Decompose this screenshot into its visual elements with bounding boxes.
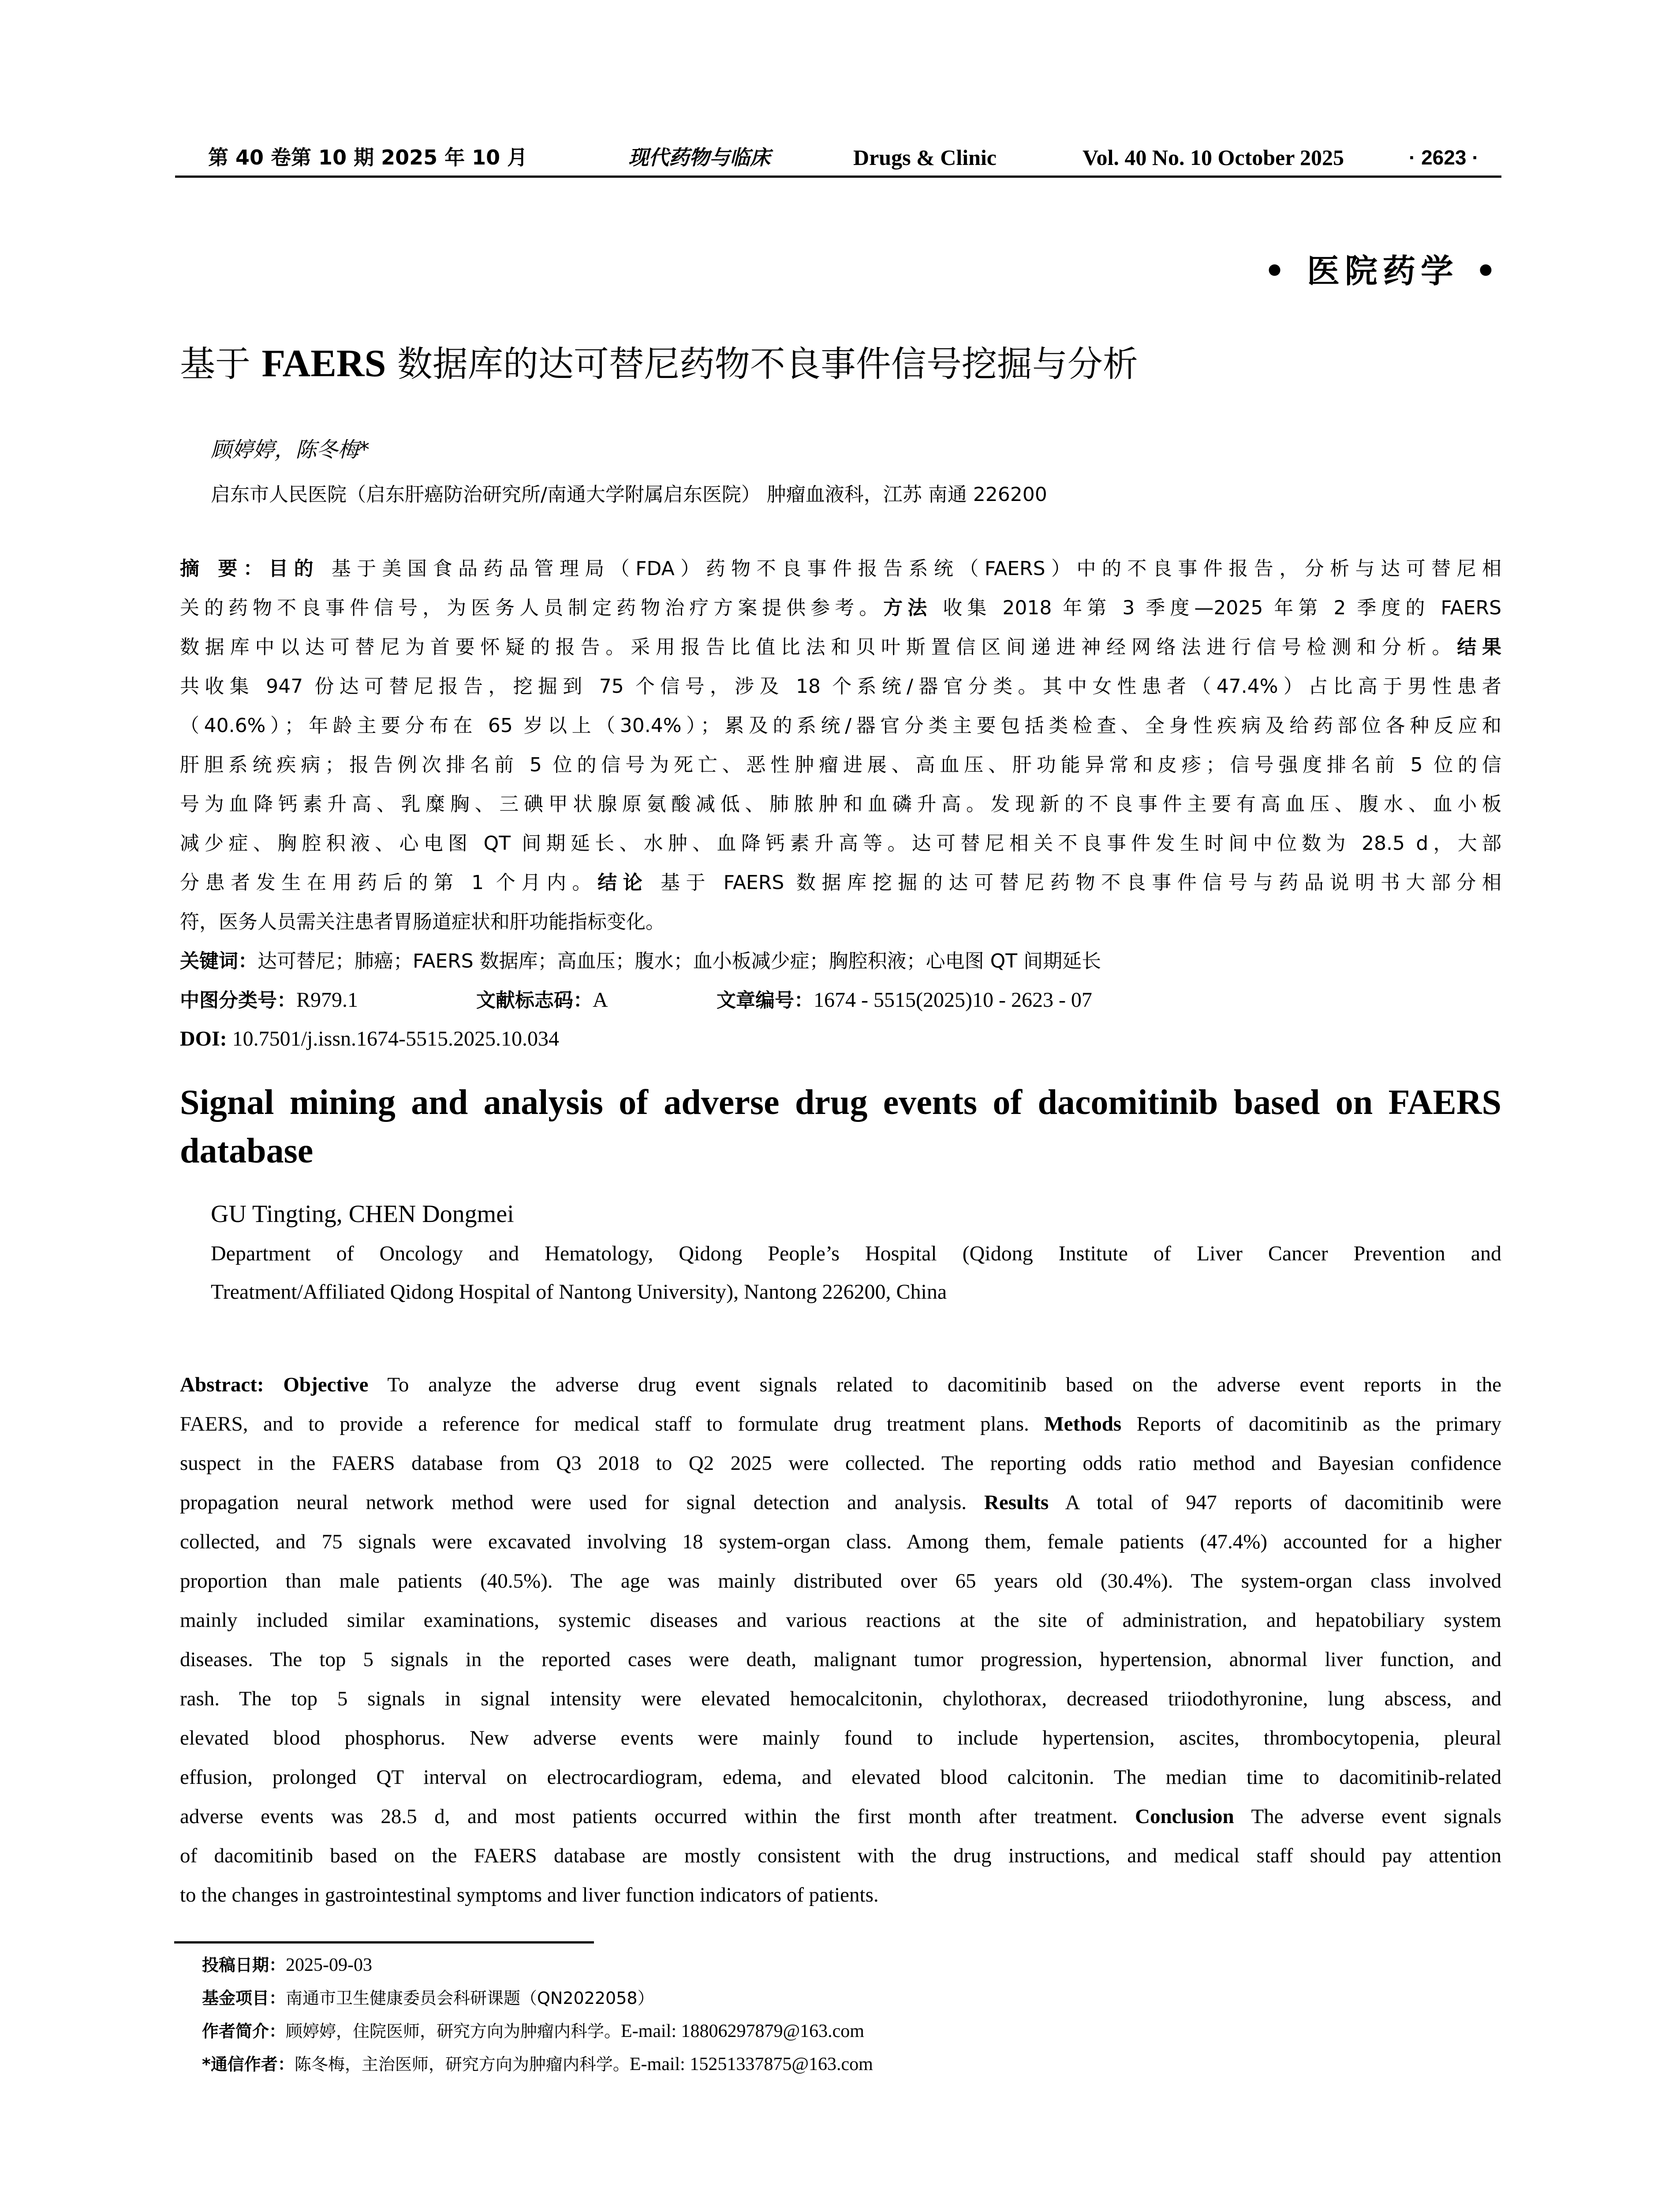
abstract-en-label: Methods — [1044, 1413, 1122, 1435]
abstract-cn-label: 结果 — [1457, 636, 1501, 658]
author-value: 顾婷婷，住院医师，研究方向为肿瘤内科学。 — [286, 2022, 621, 2041]
doc-code-value: A — [593, 988, 608, 1012]
abstract-en-line: collected, and 75 signals were excavated involving 18 system-organ class. Among them, female patients (47.4%) accounted for a higher — [180, 1530, 1501, 1553]
abstract-en-line — [180, 1370, 1501, 1399]
abstract-en-line: to the changes in gastrointestinal symptoms and liver function indicators of patients. — [180, 1884, 879, 1906]
authors-cn: 顾婷婷，陈冬梅* — [211, 437, 370, 462]
footnote-author — [202, 2019, 864, 2044]
received-value: 2025-09-03 — [286, 1955, 372, 1975]
section-label: • 医院药学 • — [1264, 252, 1501, 290]
abstract-en-line: mainly included similar examinations, systemic diseases and various reactions at the site of administration, and hepatobiliary system — [180, 1609, 1501, 1632]
abstract-en-line: of dacomitinib based on the FAERS database are mostly consistent with the drug instructions, and medical staff should pay attention — [180, 1844, 1501, 1867]
keywords — [180, 948, 1101, 975]
author-label: 作者简介： — [202, 2022, 286, 2041]
abstract-en-text: To analyze the adverse drug event signals related to dacomitinib based on the adverse event reports in the — [368, 1373, 1501, 1396]
classification-article-no — [717, 987, 1092, 1014]
authors-en: GU Tingting, CHEN Dongmei — [211, 1200, 514, 1228]
keywords-label: 关键词： — [180, 950, 258, 972]
abstract-cn-text: 基于 FAERS 数据库挖掘的达可替尼药物不良事件信号与药品说明书大部分相 — [648, 871, 1501, 894]
abstract-cn-text: 基于美国食品药品管理局（FDA）药物不良事件报告系统（FAERS）中的不良事件报告，分析与达可替尼相 — [319, 557, 1501, 580]
abstract-cn-line: 肝胆系统疾病；报告例次排名前 5 位的信号为死亡、恶性肿瘤进展、高血压、肝功能异常和皮疹；信号强度排名前 5 位的信 — [180, 754, 1501, 776]
abstract-en-label: Abstract: Objective — [180, 1373, 369, 1396]
header-journal-cn: 现代药物与临床 — [628, 146, 770, 169]
keywords-text: 达可替尼；肺癌；FAERS 数据库；高血压；腹水；血小板减少症；胸腔积液；心电图 QT 间期延长 — [258, 950, 1101, 972]
doc-code-label: 文献标志码： — [476, 989, 593, 1012]
abstract-cn-line — [180, 634, 1501, 661]
abstract-cn-line: 减少症、胸腔积液、心电图 QT 间期延长、水肿、血降钙素升高等。达可替尼相关不良事件发生时间中位数为 28.5 d，大部 — [180, 832, 1501, 855]
abstract-en-text: A total of 947 reports of dacomitinib were — [1049, 1491, 1501, 1514]
clc-value: R979.1 — [296, 988, 358, 1012]
article-no-label: 文章编号： — [717, 989, 814, 1012]
abstract-en-text: propagation neural network method were used for signal detection and analysis. — [180, 1491, 984, 1514]
abstract-en-text: adverse events was 28.5 d, and most patients occurred within the first month after treatment. — [180, 1805, 1135, 1828]
doi-value[interactable]: 10.7501/j.issn.1674-5515.2025.10.034 — [227, 1027, 560, 1050]
abstract-cn-line — [180, 870, 1501, 896]
corr-label: *通信作者： — [202, 2055, 295, 2074]
fund-value: 南通市卫生健康委员会科研课题（QN2022058） — [286, 1988, 654, 2008]
footnote-fund — [202, 1986, 654, 2011]
title-en-line: database — [180, 1132, 314, 1170]
abstract-en-text: FAERS, and to provide a reference for medical staff to formulate drug treatment plans. — [180, 1413, 1045, 1435]
abstract-cn-line — [180, 556, 1501, 582]
abstract-cn-label: 方法 — [883, 597, 932, 619]
abstract-en-line: suspect in the FAERS database from Q3 2018 to Q2 2025 were collected. The reporting odds ratio method and Bayesian confidence — [180, 1452, 1501, 1475]
abstract-en-label: Results — [984, 1491, 1049, 1514]
article-no-value: 1674 - 5515(2025)10 - 2623 - 07 — [814, 988, 1092, 1012]
title-cn-prefix: 基于 — [180, 344, 262, 385]
doi-line — [180, 1026, 559, 1052]
corr-email[interactable]: E-mail: 15251337875@163.com — [629, 2054, 873, 2074]
title-en-line: Signal mining and analysis of adverse drug events of dacomitinib based on FAERS — [180, 1083, 1501, 1122]
footnote-corresponding — [202, 2052, 873, 2077]
abstract-en-label: Conclusion — [1135, 1805, 1234, 1828]
abstract-cn-text: 关的药物不良事件信号，为医务人员制定药物治疗方案提供参考。 — [180, 597, 884, 619]
abstract-en-line: rash. The top 5 signals in signal intensity were elevated hemocalcitonin, chylothorax, decreased triiodothyronine, lung abscess, and — [180, 1687, 1501, 1710]
abstract-en-text: The adverse event signals — [1234, 1805, 1501, 1828]
abstract-cn-line: （40.6%）；年龄主要分布在 65 岁以上（30.4%）；累及的系统/器官分类主要包括类检查、全身性疾病及给药部位各种反应和 — [180, 714, 1501, 737]
corr-value: 陈冬梅，主治医师，研究方向为肿瘤内科学。 — [294, 2055, 630, 2074]
footnote-rule — [174, 1941, 594, 1943]
abstract-cn-line: 符，医务人员需关注患者胃肠道症状和肝功能指标变化。 — [180, 911, 665, 933]
abstract-en-line — [180, 1488, 1501, 1517]
abstract-cn-line — [180, 595, 1501, 621]
received-label: 投稿日期： — [202, 1955, 286, 1975]
abstract-en-line: diseases. The top 5 signals in the reported cases were death, malignant tumor progression, hypertension, abnormal liver function, and — [180, 1648, 1501, 1671]
abstract-cn-text: 数据库中以达可替尼为首要怀疑的报告。采用报告比值比法和贝叶斯置信区间递进神经网络法进行信号检测和分析。 — [180, 636, 1457, 658]
author-email[interactable]: E-mail: 18806297879@163.com — [621, 2021, 864, 2041]
title-cn-faers: FAERS — [261, 342, 386, 385]
abstract-en-line: effusion, prolonged QT interval on electrocardiogram, edema, and elevated blood calcitonin. The median time to dacomitinib-related — [180, 1766, 1501, 1789]
abstract-cn-label: 结论 — [597, 871, 649, 894]
abstract-cn-text: 分患者发生在用药后的第 1 个月内。 — [180, 871, 598, 894]
title-cn — [180, 340, 1138, 389]
abstract-en-text: Reports of dacomitinib as the primary — [1121, 1413, 1501, 1435]
fund-label: 基金项目： — [202, 1988, 286, 2008]
header-issue-en: Vol. 40 No. 10 October 2025 — [1083, 145, 1344, 170]
classification-clc — [180, 987, 358, 1014]
footnote-received — [202, 1953, 372, 1977]
abstract-en-line — [180, 1409, 1501, 1439]
affiliation-en-line: Treatment/Affiliated Qidong Hospital of Nantong University), Nantong 226200, China — [211, 1280, 947, 1304]
header-journal-en: Drugs & Clinic — [853, 145, 997, 170]
title-cn-suffix: 数据库的达可替尼药物不良事件信号挖掘与分析 — [386, 344, 1138, 385]
doi-label: DOI: — [180, 1027, 227, 1050]
affiliation-cn: 启东市人民医院（启东肝癌防治研究所/南通大学附属启东医院） 肿瘤血液科，江苏 南通 226200 — [211, 483, 1047, 506]
clc-label: 中图分类号： — [180, 989, 296, 1012]
abstract-cn-text: 收集 2018 年第 3 季度—2025 年第 2 季度的 FAERS — [932, 597, 1501, 619]
header-rule — [175, 176, 1501, 178]
abstract-en-line: proportion than male patients (40.5%). The age was mainly distributed over 65 years old (30.4%). The system-organ class involved — [180, 1570, 1501, 1592]
header-issue-cn: 第 40 卷第 10 期 2025 年 10 月 — [208, 146, 528, 169]
abstract-cn-line: 共收集 947 份达可替尼报告，挖掘到 75 个信号，涉及 18 个系统/器官分类。其中女性患者（47.4%）占比高于男性患者 — [180, 675, 1501, 698]
abstract-en-line: elevated blood phosphorus. New adverse events were mainly found to include hypertension, ascites, thrombocytopenia, pleural — [180, 1727, 1501, 1749]
affiliation-en-line: Department of Oncology and Hematology, Qidong People’s Hospital (Qidong Institute of Liver Cancer Prevention and — [211, 1242, 1501, 1265]
classification-doc-code — [476, 987, 608, 1014]
abstract-en-line — [180, 1802, 1501, 1831]
abstract-cn-label: 摘 要：目的 — [180, 557, 320, 580]
page-number: · 2623 · — [1409, 146, 1479, 169]
abstract-cn-line: 号为血降钙素升高、乳糜胸、三碘甲状腺原氨酸减低、肺脓肿和血磷升高。发现新的不良事件主要有高血压、腹水、血小板 — [180, 793, 1501, 815]
